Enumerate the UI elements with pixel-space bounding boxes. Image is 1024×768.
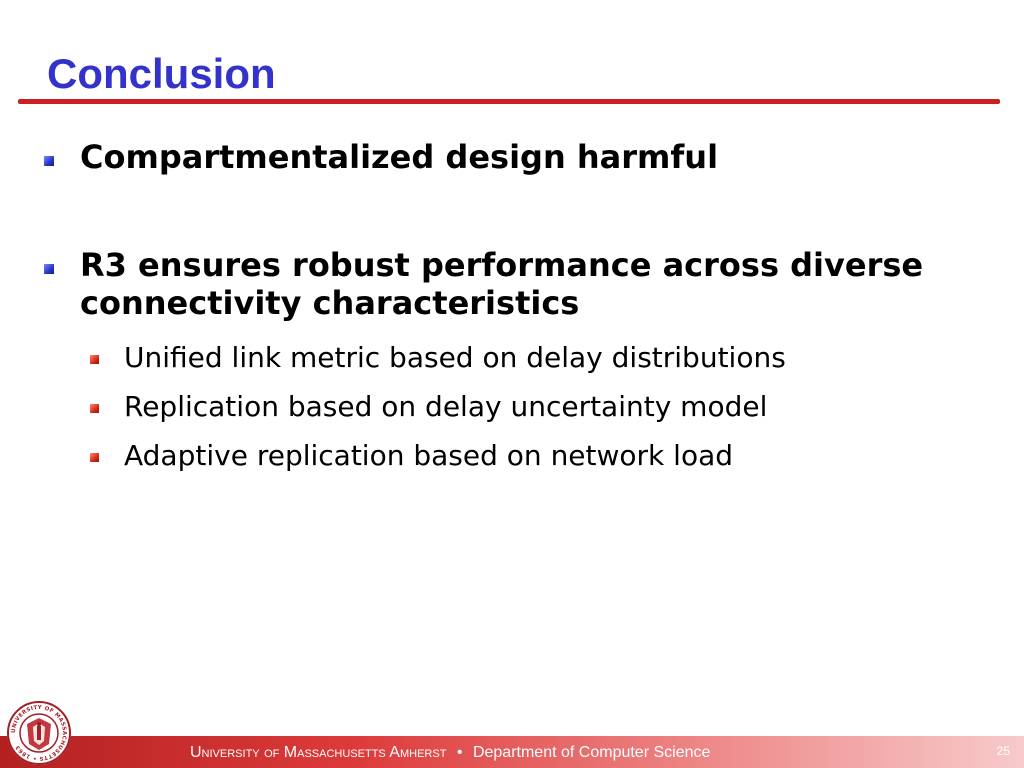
- footer-department: Department of Computer Science: [472, 744, 711, 761]
- title-underline: [18, 99, 1000, 104]
- footer-university: University of Massachusetts Amherst: [190, 744, 447, 761]
- blue-square-bullet-icon: [44, 264, 54, 274]
- footer-separator: •: [456, 744, 463, 761]
- sub-bullet-item-1: [90, 341, 786, 375]
- blue-square-bullet-icon: [44, 156, 54, 166]
- bullet-item-1: [44, 138, 960, 176]
- sub-bullet-text: Unified link metric based on delay distributions: [124, 341, 786, 374]
- red-square-bullet-icon: [90, 453, 99, 462]
- bullet-text: Compartmentalized design harmful: [80, 138, 719, 176]
- sub-bullet-text: Replication based on delay uncertainty model: [124, 390, 768, 423]
- bullet-item-2: [44, 246, 960, 322]
- seal-lettering: UNIVERSITY OF MASSACHUSETTS • 1863: [10, 704, 68, 762]
- sub-bullet-item-3: [90, 439, 733, 473]
- red-square-bullet-icon: [90, 404, 99, 413]
- sub-bullet-text: Adaptive replication based on network load: [124, 439, 734, 472]
- bullet-text: R3 ensures robust performance across diverse connectivity characteristics: [80, 246, 924, 322]
- sub-bullet-item-2: [90, 390, 767, 424]
- page-number: 25: [996, 744, 1010, 758]
- footer-text: [190, 744, 710, 762]
- red-square-bullet-icon: [90, 355, 99, 364]
- umass-seal-icon: [6, 700, 72, 766]
- slide-title: Conclusion: [47, 50, 276, 97]
